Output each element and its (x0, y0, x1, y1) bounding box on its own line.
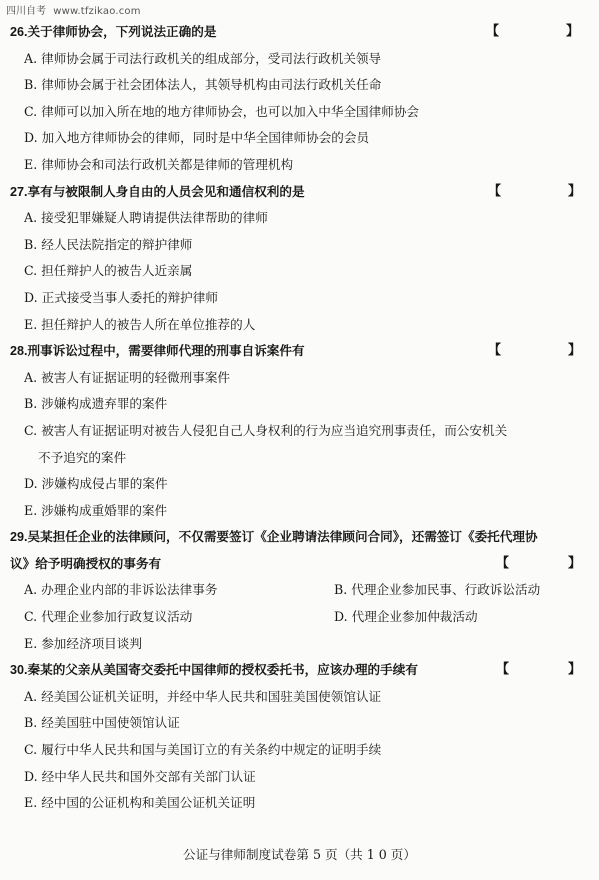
option-e: E. 律师协会和司法行政机关都是律师的管理机构 (24, 156, 294, 172)
question-stem (10, 338, 588, 365)
option-b: B. 律师协会属于社会团体法人，其领导机构由司法行政机关任命 (24, 77, 382, 93)
option-d: D. 加入地方律师协会的律师，同时是中华全国律师协会的会员 (24, 130, 370, 146)
question-28 (10, 338, 588, 524)
answer-bracket-open: 【 (486, 24, 500, 39)
option-a: A. 经美国公证机关证明，并经中华人民共和国驻美国使领馆认证 (24, 688, 382, 704)
option-c: C. 代理企业参加行政复议活动 (24, 609, 193, 625)
question-number: 29. (10, 530, 28, 545)
answer-bracket-open: 【 (496, 662, 510, 678)
option-e: E. 担任辩护人的被告人所在单位推荐的人 (24, 316, 256, 332)
answer-bracket-close: 】 (568, 343, 582, 359)
exam-page (10, 19, 588, 817)
option-a: A. 被害人有证据证明的轻微刑事案件 (24, 369, 231, 385)
option-c: C. 担任辩护人的被告人近亲属 (24, 263, 193, 279)
answer-bracket-open: 【 (488, 343, 502, 359)
option-c: C. 律师可以加入所在地的地方律师协会，也可以加入中华全国律师协会 (24, 103, 420, 119)
option-c: C. 履行中华人民共和国与美国订立的有关条约中规定的证明手续 (24, 742, 382, 758)
site-name: 四川自考 (6, 6, 46, 17)
question-text: 享有与被限制人身自由的人员会见和通信权利的是 (27, 183, 305, 199)
option-c-continuation: 不予追究的案件 (38, 449, 127, 465)
site-watermark (6, 2, 141, 17)
question-30 (10, 657, 588, 817)
answer-bracket-open: 【 (496, 555, 510, 571)
option-c: C. 被害人有证据证明对被告人侵犯自己人身权利的行为应当追究刑事责任，而公安机关 (24, 422, 508, 438)
question-number: 30. (10, 663, 28, 678)
question-29 (10, 524, 588, 657)
question-text: 刑事诉讼过程中，需要律师代理的刑事自诉案件有 (27, 343, 305, 359)
option-d: D. 正式接受当事人委托的辩护律师 (24, 289, 218, 305)
option-d: D. 经中华人民共和国外交部有关部门认证 (24, 768, 256, 784)
option-d: D. 涉嫌构成侵占罪的案件 (24, 476, 168, 492)
question-text-line-1: 吴某担任企业的法律顾问，不仅需要签订《企业聘请法律顾问合同》，还需签订《委托代理协 (27, 529, 538, 545)
answer-bracket-close: 】 (568, 662, 582, 678)
option-b: B. 代理企业参加民事、行政诉讼活动 (334, 582, 541, 598)
question-stem (10, 179, 588, 206)
option-a: A. 接受犯罪嫌疑人聘请提供法律帮助的律师 (24, 210, 268, 226)
question-stem (10, 19, 588, 46)
option-b: B. 涉嫌构成遗弃罪的案件 (24, 396, 168, 412)
question-text: 关于律师协会，下列说法正确的是 (27, 24, 217, 39)
option-b: B. 经美国驻中国使领馆认证 (24, 715, 180, 731)
options-row (10, 577, 588, 604)
question-stem (10, 524, 588, 551)
answer-bracket-close: 】 (566, 24, 580, 39)
question-26 (10, 19, 588, 179)
option-a: A. 律师协会属于司法行政机关的组成部分，受司法行政机关领导 (24, 50, 382, 66)
question-27 (10, 179, 588, 339)
option-d: D. 代理企业参加仲裁活动 (334, 609, 478, 625)
option-e: E. 经中国的公证机构和美国公证机关证明 (24, 795, 256, 811)
option-e: E. 涉嫌构成重婚罪的案件 (24, 502, 168, 518)
site-url: www.tfzikao.com (53, 6, 141, 17)
answer-bracket-close: 】 (568, 555, 582, 571)
answer-bracket-open: 【 (488, 183, 502, 199)
option-a: A. 办理企业内部的非诉讼法律事务 (24, 582, 218, 598)
option-b: B. 经人民法院指定的辩护律师 (24, 236, 193, 252)
question-number: 26. (10, 25, 28, 39)
page-footer: 公证与律师制度试卷第 5 页（共 1 0 页） (183, 847, 416, 862)
question-stem-continuation: 议》给予明确授权的事务有 (10, 555, 162, 571)
question-text: 秦某的父亲从美国寄交委托中国律师的授权委托书，应该办理的手续有 (27, 662, 418, 678)
question-number: 27. (10, 184, 28, 199)
answer-bracket-close: 】 (568, 183, 582, 199)
options-row (10, 604, 588, 631)
option-e: E. 参加经济项目谈判 (24, 635, 142, 651)
question-number: 28. (10, 344, 28, 359)
